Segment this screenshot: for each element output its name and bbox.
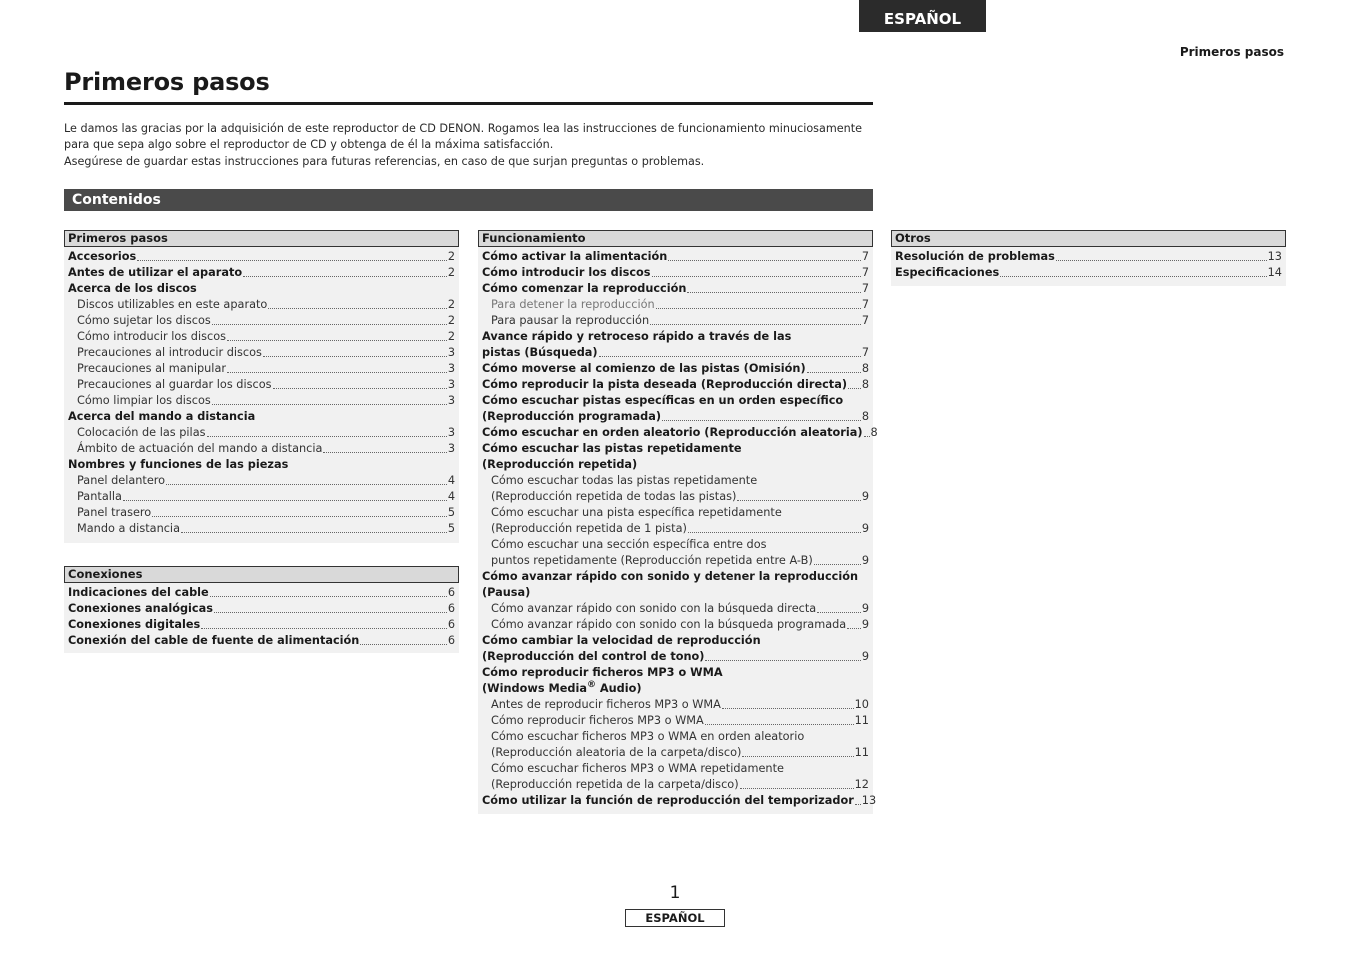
toc-entry[interactable] <box>68 441 455 457</box>
toc-entry[interactable] <box>482 425 878 441</box>
toc-entry[interactable] <box>68 633 455 649</box>
toc-entry-label: Panel delantero <box>77 474 166 487</box>
toc-entry-label: Precauciones al guardar los discos <box>77 378 272 391</box>
toc-entry-label: Accesorios <box>68 250 137 263</box>
toc-entry[interactable] <box>482 713 869 729</box>
toc-entry-label: Acerca de los discos <box>68 282 197 295</box>
toc-entry-page: 13 <box>861 794 877 807</box>
toc-entry[interactable] <box>68 505 455 521</box>
language-tab: ESPAÑOL <box>859 0 986 32</box>
toc-entry-label: Cómo escuchar ficheros MP3 o WMA en orden aleatorio <box>491 730 805 743</box>
toc-entry[interactable] <box>482 697 869 713</box>
toc-entry[interactable] <box>482 361 869 377</box>
leader-dots <box>687 291 860 293</box>
page-title: Primeros pasos <box>64 68 270 96</box>
toc-entry-label: Ámbito de actuación del mando a distancia <box>77 442 323 455</box>
toc-entry-label: Cómo avanzar rápido con sonido y detener la reproducción <box>482 570 859 583</box>
leader-dots <box>847 627 861 629</box>
leader-dots <box>656 307 861 309</box>
toc-entry[interactable] <box>68 473 455 489</box>
leader-dots <box>742 755 853 757</box>
leader-dots <box>740 787 854 789</box>
title-rule <box>64 102 873 105</box>
footer-language-label: ESPAÑOL <box>625 909 725 927</box>
toc-entry-label: Avance rápido y retroceso rápido a través de las <box>482 330 792 343</box>
leader-dots <box>668 259 861 261</box>
toc-list <box>64 247 459 541</box>
leader-dots <box>137 259 447 261</box>
toc-entry[interactable] <box>895 249 1282 265</box>
toc-entry-label: Nombres y funciones de las piezas <box>68 458 289 471</box>
toc-entry[interactable] <box>482 313 869 329</box>
toc-entry-line <box>482 505 869 521</box>
toc-entry-page: 2 <box>447 314 455 327</box>
toc-entry[interactable] <box>482 489 869 505</box>
toc-entry-page: 9 <box>861 650 869 663</box>
leader-dots <box>212 323 447 325</box>
toc-heading: Primeros pasos <box>64 230 459 247</box>
toc-entry-label: Precauciones al introducir discos <box>77 346 262 359</box>
leader-dots <box>152 515 447 517</box>
toc-entry[interactable] <box>68 377 455 393</box>
toc-entry-line <box>482 665 869 681</box>
leader-dots <box>268 307 446 309</box>
running-head: Primeros pasos <box>1179 45 1284 59</box>
toc-entry-label: Cómo utilizar la función de reproducción del temporizador <box>482 794 854 807</box>
toc-entry-label: Cómo escuchar todas las pistas repetidamente <box>491 474 758 487</box>
toc-entry[interactable] <box>482 745 869 761</box>
toc-entry[interactable] <box>68 601 455 617</box>
leader-dots <box>166 483 447 485</box>
toc-entry-page: 3 <box>447 426 455 439</box>
section-title: Contenidos <box>72 192 161 208</box>
toc-entry-label: Cómo moverse al comienzo de las pistas (Omisión) <box>482 362 806 375</box>
toc-entry[interactable] <box>68 345 455 361</box>
toc-entry-label: Cómo comenzar la reproducción <box>482 282 687 295</box>
toc-entry-page: 9 <box>861 554 869 567</box>
toc-entry-label: Cómo escuchar pistas específicas en un orden específico <box>482 394 844 407</box>
toc-list <box>891 247 1286 285</box>
toc-entry[interactable] <box>482 601 869 617</box>
leader-dots <box>201 627 447 629</box>
section-bar-contenidos <box>64 189 873 211</box>
leader-dots <box>855 803 861 805</box>
toc-entry-label: Acerca del mando a distancia <box>68 410 256 423</box>
toc-entry[interactable] <box>482 249 869 265</box>
toc-entry-page: 9 <box>861 602 869 615</box>
toc-entry-page: 9 <box>861 618 869 631</box>
toc-entry-label: Cómo escuchar las pistas repetidamente <box>482 442 742 455</box>
toc-group-heading <box>68 409 455 425</box>
leader-dots <box>263 355 447 357</box>
leader-dots <box>227 339 447 341</box>
toc-entry-page: 8 <box>861 410 869 423</box>
toc-entry-label: Especificaciones <box>895 266 1000 279</box>
toc-entry-label: Colocación de las pilas <box>77 426 206 439</box>
toc-entry-page: 3 <box>447 442 455 455</box>
toc-entry-page: 3 <box>447 362 455 375</box>
toc-entry-label: Cómo reproducir ficheros MP3 o WMA <box>491 714 704 727</box>
toc-entry-label: (Reproducción del control de tono) <box>482 650 705 663</box>
toc-heading: Otros <box>891 230 1286 247</box>
toc-funcionamiento <box>478 230 878 814</box>
toc-entry[interactable] <box>482 297 869 313</box>
toc-entry[interactable] <box>68 585 455 601</box>
toc-entry-page: 13 <box>1267 250 1282 263</box>
toc-entry-page: 7 <box>861 298 869 311</box>
toc-entry-page: 3 <box>447 346 455 359</box>
toc-entry-page: 2 <box>447 330 455 343</box>
toc-entry-label: pistas (Búsqueda) <box>482 346 598 359</box>
toc-entry-label: Cómo limpiar los discos <box>77 394 211 407</box>
toc-entry[interactable] <box>482 521 869 537</box>
toc-heading: Funcionamiento <box>478 230 873 247</box>
leader-dots <box>807 371 861 373</box>
toc-entry[interactable] <box>68 297 455 313</box>
toc-entry-label: Cómo escuchar en orden aleatorio (Reproducción aleatoria) <box>482 426 863 439</box>
toc-entry-label: (Reproducción repetida) <box>482 458 638 471</box>
toc-entry-page: 8 <box>861 378 869 391</box>
toc-entry-page: 2 <box>447 250 455 263</box>
leader-dots <box>662 419 861 421</box>
toc-entry-line <box>482 569 869 585</box>
toc-entry-label: (Reproducción repetida de la carpeta/disco) <box>491 778 739 791</box>
intro-line: para que sepa algo sobre el reproductor de CD y obtenga de él la máxima satisfacción. <box>64 138 554 152</box>
toc-entry-line <box>482 537 869 553</box>
toc-entry-label: (Reproducción repetida de 1 pista) <box>491 522 687 535</box>
leader-dots <box>737 499 860 501</box>
toc-entry-label: puntos repetidamente (Reproducción repetida entre A-B) <box>491 554 813 567</box>
leader-dots <box>243 275 447 277</box>
toc-entry-label: Antes de utilizar el aparato <box>68 266 243 279</box>
toc-heading: Conexiones <box>64 566 459 583</box>
toc-entry-label: Cómo escuchar una sección específica entre dos <box>491 538 767 551</box>
leader-dots <box>814 563 861 565</box>
toc-entry-label: Cómo avanzar rápido con sonido con la búsqueda directa <box>491 602 817 615</box>
toc-entry-label: (Reproducción programada) <box>482 410 662 423</box>
leader-dots <box>848 387 861 389</box>
toc-entry-label-text: (Windows Media <box>482 682 587 695</box>
leader-dots <box>817 611 861 613</box>
toc-entry-page: 4 <box>447 474 455 487</box>
toc-entry-label: Antes de reproducir ficheros MP3 o WMA <box>491 698 721 711</box>
toc-entry-label: Cómo escuchar una pista específica repetidamente <box>491 506 782 519</box>
leader-dots <box>705 723 854 725</box>
toc-entry-label: Pantalla <box>77 490 122 503</box>
toc-entry-label: Cómo reproducir la pista deseada (Reproducción directa) <box>482 378 847 391</box>
toc-entry[interactable] <box>482 777 869 793</box>
toc-entry-label: Cómo sujetar los discos <box>77 314 211 327</box>
leader-dots <box>227 371 447 373</box>
toc-entry-page: 6 <box>447 586 455 599</box>
toc-entry[interactable] <box>68 249 455 265</box>
leader-dots <box>650 323 861 325</box>
toc-entry-page: 11 <box>854 746 869 759</box>
toc-entry-line <box>482 761 869 777</box>
toc-entry[interactable] <box>68 361 455 377</box>
toc-entry-label: Conexiones digitales <box>68 618 201 631</box>
leader-dots <box>722 707 854 709</box>
toc-entry[interactable] <box>482 377 869 393</box>
toc-entry[interactable] <box>482 409 869 425</box>
intro-text <box>64 121 876 170</box>
leader-dots <box>652 275 861 277</box>
toc-entry-label: Resolución de problemas <box>895 250 1055 263</box>
toc-entry-label: Cómo introducir los discos <box>482 266 651 279</box>
toc-entry[interactable] <box>482 649 869 665</box>
toc-entry-label <box>482 681 869 697</box>
registered-mark: ® <box>586 680 596 691</box>
toc-entry-label: Panel trasero <box>77 506 152 519</box>
toc-entry-page: 7 <box>861 250 869 263</box>
leader-dots <box>323 451 446 453</box>
toc-entry-line <box>482 393 869 409</box>
intro-line: Asegúrese de guardar estas instrucciones para futuras referencias, en caso de que surjan preguntas o problemas. <box>64 154 705 168</box>
toc-entry-page: 9 <box>861 522 869 535</box>
toc-entry-label: (Pausa) <box>482 586 531 599</box>
toc-entry-label: Indicaciones del cable <box>68 586 209 599</box>
toc-entry-page: 7 <box>861 314 869 327</box>
toc-entry-page: 8 <box>870 426 878 439</box>
toc-entry-page: 6 <box>447 634 455 647</box>
toc-entry[interactable] <box>895 265 1282 281</box>
toc-entry[interactable] <box>482 345 869 361</box>
toc-entry-label: Mando a distancia <box>77 522 180 535</box>
toc-entry-label: Cómo reproducir ficheros MP3 o WMA <box>482 666 723 679</box>
toc-entry-line <box>482 329 869 345</box>
leader-dots <box>212 403 447 405</box>
toc-entry[interactable] <box>68 329 455 345</box>
toc-entry-page: 10 <box>854 698 869 711</box>
toc-entry-label: Cómo avanzar rápido con sonido con la búsqueda programada <box>491 618 847 631</box>
toc-entry[interactable] <box>68 313 455 329</box>
toc-entry-line <box>482 633 869 649</box>
leader-dots <box>210 595 447 597</box>
toc-entry-label: Cómo activar la alimentación <box>482 250 668 263</box>
leader-dots <box>123 499 447 501</box>
toc-entry-page: 5 <box>447 506 455 519</box>
leader-dots <box>273 387 447 389</box>
toc-entry-page: 3 <box>447 378 455 391</box>
toc-entry-label: Precauciones al manipular <box>77 362 227 375</box>
toc-entry-line <box>482 729 869 745</box>
toc-entry-label: Cómo cambiar la velocidad de reproducción <box>482 634 761 647</box>
toc-group-heading <box>68 457 455 473</box>
toc-entry-page: 5 <box>447 522 455 535</box>
intro-line: Le damos las gracias por la adquisición de este reproductor de CD DENON. Rogamos lea las instrucciones de funcionamiento minuciosamente <box>64 122 862 135</box>
toc-entry[interactable] <box>482 617 869 633</box>
toc-entry-page: 9 <box>861 490 869 503</box>
leader-dots <box>214 611 447 613</box>
toc-entry[interactable] <box>68 489 455 505</box>
leader-dots <box>1056 259 1267 261</box>
toc-entry-page: 7 <box>861 282 869 295</box>
toc-entry-page: 3 <box>447 394 455 407</box>
toc-entry[interactable] <box>68 265 455 281</box>
leader-dots <box>864 435 870 437</box>
leader-dots <box>688 531 861 533</box>
toc-entry-line <box>482 441 869 457</box>
toc-entry-label-text: Audio) <box>595 682 642 695</box>
toc-entry[interactable] <box>482 265 869 281</box>
toc-entry-label: Conexión del cable de fuente de alimentación <box>68 634 360 647</box>
toc-entry-line <box>482 473 869 489</box>
toc-entry-label: (Reproducción repetida de todas las pistas) <box>491 490 737 503</box>
leader-dots <box>181 531 447 533</box>
toc-entry-page: 7 <box>861 346 869 359</box>
toc-entry-label: (Reproducción aleatoria de la carpeta/disco) <box>491 746 742 759</box>
toc-entry[interactable] <box>68 521 455 537</box>
toc-entry-page: 6 <box>447 602 455 615</box>
leader-dots <box>705 659 860 661</box>
toc-entry-page: 2 <box>447 266 455 279</box>
toc-entry-page: 11 <box>854 714 869 727</box>
toc-entry-label: Para pausar la reproducción <box>491 314 650 327</box>
toc-entry-label: Cómo escuchar ficheros MP3 o WMA repetidamente <box>491 762 784 775</box>
toc-entry-page: 2 <box>447 298 455 311</box>
toc-entry[interactable] <box>482 793 877 809</box>
toc-entry-page: 8 <box>861 362 869 375</box>
toc-entry-page: 6 <box>447 618 455 631</box>
toc-list <box>478 247 878 813</box>
toc-entry-label: Conexiones analógicas <box>68 602 213 615</box>
leader-dots <box>1000 275 1266 277</box>
toc-otros <box>891 230 1286 286</box>
toc-entry-page: 4 <box>447 490 455 503</box>
toc-list <box>64 583 459 653</box>
toc-entry[interactable] <box>68 393 455 409</box>
toc-entry[interactable] <box>68 425 455 441</box>
toc-entry-line <box>482 585 869 601</box>
leader-dots <box>207 435 447 437</box>
toc-entry-page: 7 <box>861 266 869 279</box>
page-number: 1 <box>669 883 681 903</box>
toc-entry-line <box>482 457 869 473</box>
toc-entry[interactable] <box>482 553 869 569</box>
toc-conexiones <box>64 566 459 653</box>
toc-entry-label: Para detener la reproducción <box>491 298 655 311</box>
toc-entry-page: 14 <box>1267 266 1282 279</box>
toc-group-heading <box>68 281 455 297</box>
leader-dots <box>599 355 861 357</box>
toc-entry[interactable] <box>482 281 869 297</box>
toc-entry-line <box>482 681 869 697</box>
toc-entry-label: Cómo introducir los discos <box>77 330 226 343</box>
toc-entry-label: Discos utilizables en este aparato <box>77 298 268 311</box>
toc-entry-page: 12 <box>854 778 869 791</box>
toc-entry[interactable] <box>68 617 455 633</box>
toc-primeros-pasos <box>64 230 459 543</box>
leader-dots <box>360 643 446 645</box>
